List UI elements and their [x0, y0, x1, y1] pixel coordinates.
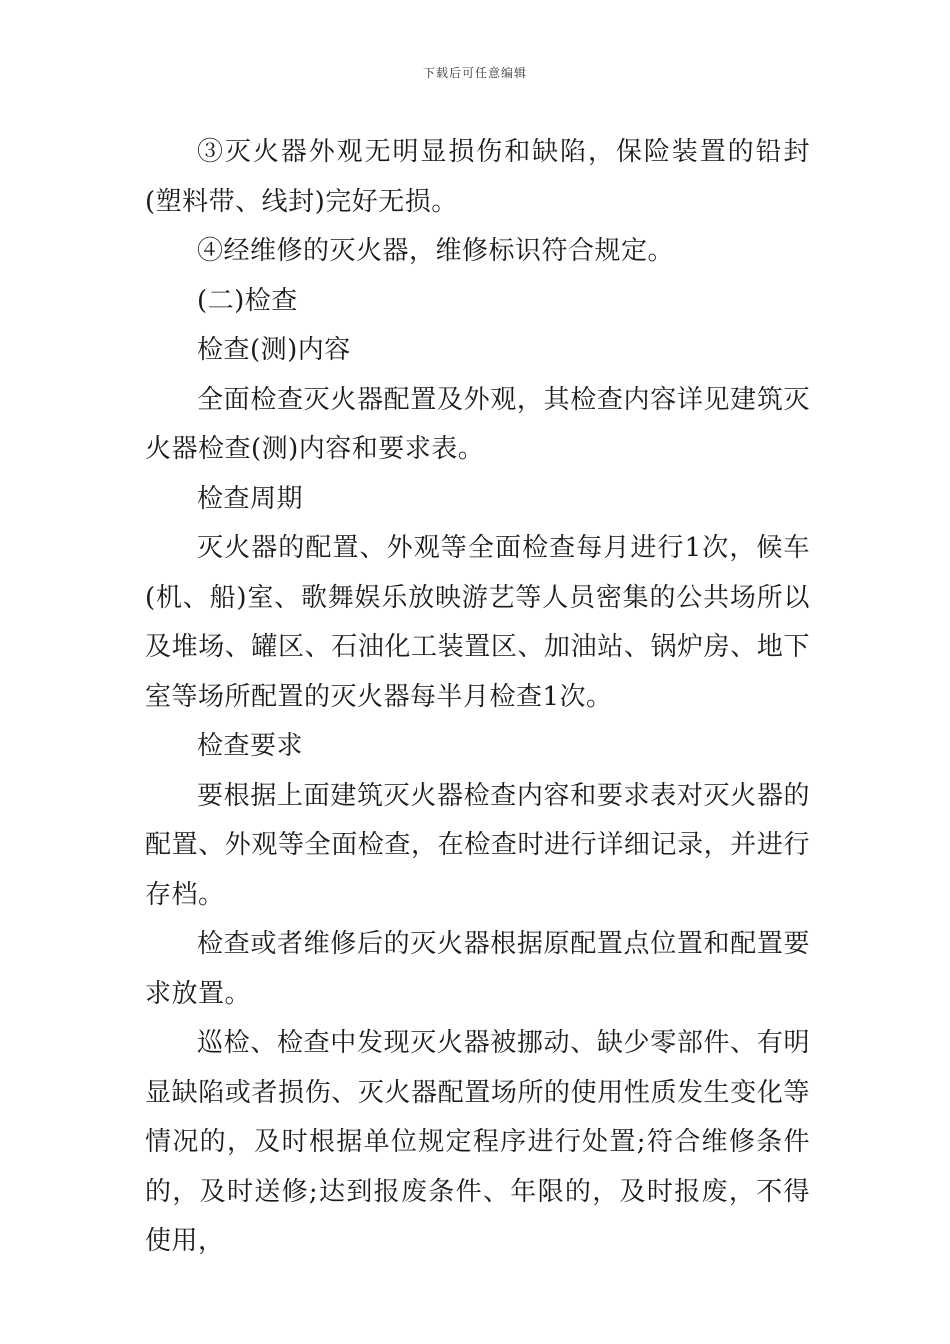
subheading-inspection-content: 检查(测)内容: [197, 335, 351, 365]
paragraph-seal-intact: ③灭火器外观无明显损伤和缺陷，保险装置的铅封(塑料带、线封)完好无损。: [145, 137, 810, 217]
subheading-inspection-requirements: 检查要求: [197, 731, 304, 761]
page-header: 下载后可任意编辑: [422, 66, 527, 80]
paragraph-inspection-period: 灭火器的配置、外观等全面检查每月进行1次，候车(机、船)室、歌舞娱乐放映游艺等人员密集的公共场所以及堆场、罐区、石油化工装置区、加油站、锅炉房、地下室等场所配置的灭火器每半月检查1次。: [145, 533, 810, 712]
paragraph-inspection-requirements: 要根据上面建筑灭火器检查内容和要求表对灭火器的配置、外观等全面检查，在检查时进行详细记录，并进行存档。: [145, 780, 810, 910]
subheading-inspection-period: 检查周期: [197, 483, 304, 514]
section-heading-inspection: (二)检查: [197, 285, 298, 316]
paragraph-repair-label: ④经维修的灭火器，维修标识符合规定。: [197, 236, 675, 266]
paragraph-placement: 检查或者维修后的灭火器根据原配置点位置和配置要求放置。: [145, 929, 810, 1009]
paragraph-handling: 巡检、检查中发现灭火器被挪动、缺少零部件、有明显缺陷或者损伤、灭火器配置场所的使用性质发生变化等情况的，及时根据单位规定程序进行处置;符合维修条件的，及时送修;达到报废条件、年限的，及时报废，不得使用，: [145, 1028, 810, 1256]
paragraph-inspection-content: 全面检查灭火器配置及外观，其检查内容详见建筑灭火器检查(测)内容和要求表。: [145, 384, 810, 464]
document-body: [145, 128, 810, 1267]
